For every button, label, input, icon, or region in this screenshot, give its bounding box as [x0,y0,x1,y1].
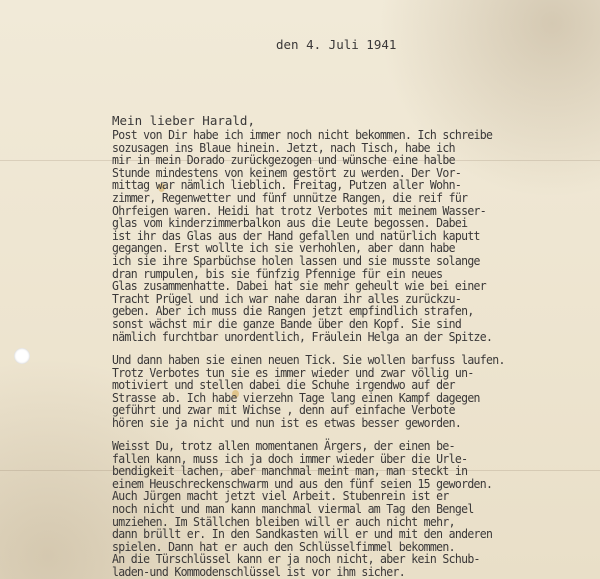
letter-date: den 4. Juli 1941 [276,37,397,52]
text-line: umziehen. Im Ställchen bleiben will er auch nicht mehr, [112,513,455,529]
text-line: mittag war nämlich lieblich. Freitag, Putzen aller Wohn- [112,177,462,193]
text-line: glas vom kinderzimmerbalkon aus die Leute begossen. Dabei [112,215,468,231]
text-line: motiviert und stellen dabei die Schuhe irgendwo auf der [112,377,455,393]
text-line: spielen. Dann hat er auch den Schlüsselfimmel bekommen. [112,538,455,554]
text-line: dann brüllt er. In den Sandkasten will er und mit den anderen [112,526,493,542]
text-line: bendigkeit lachen, aber manchmal meint man, man steckt in [112,463,468,479]
text-line: Strasse ab. Ich habe vierzehn Tage lang einen Kampf dagegen [112,389,480,405]
text-line: An die Türschlüssel kann er ja noch nicht, aber kein Schub- [112,551,480,567]
text-line: Ohrfeigen waren. Heidi hat trotz Verbotes mit meinem Wasser- [112,202,487,218]
letter-paragraph [112,354,539,430]
letter-paragraph [112,440,525,579]
letter-salutation: Mein lieber Harald, [112,113,255,128]
text-line: Post von Dir habe ich immer noch nicht bekommen. Ich schreibe [112,127,493,142]
text-line: Trotz Verbotes tun sie es immer wieder und zwar völlig un- [112,364,474,380]
text-line: noch nicht und man kann manchmal viermal am Tag den Bengel [112,500,474,516]
text-line: nämlich furchtbar unordentlich, Fräulein Helga an der Spitze. [112,328,493,344]
text-line: hören sie ja nicht und nun ist es etwas besser geworden. [112,414,462,430]
text-line: Auch Jürgen macht jetzt viel Arbeit. Stubenrein ist er [112,488,449,504]
text-line: geführt und zwar mit Wichse , denn auf einfache Verbote [112,402,455,418]
text-line: mir in mein Dorado zurückgezogen und wünsche eine halbe [112,152,455,168]
text-line: einem Heuschreckenschwarm und aus den fünf seien 15 geworden. [112,475,493,491]
text-line: ist ihr das Glas aus der Hand gefallen und natürlich kaputt [112,227,480,243]
text-line: sonst wächst mir die ganze Bande über den Kopf. Sie sind [112,315,462,331]
text-line: geben. Aber ich muss die Rangen jetzt empfindlich strafen, [112,303,474,319]
text-line: dran rumpulen, bis sie fünfzig Pfennige für ein neues [112,265,443,281]
text-line: sozusagen ins Blaue hinein. Jetzt, nach Tisch, habe ich [112,139,455,155]
letter-paragraph [112,129,525,343]
text-line: Tracht Prügel und ich war nahe daran ihr alles zurückzu- [112,290,462,306]
text-line: gegangen. Erst wollte ich sie verhohlen, aber dann habe [112,240,455,256]
text-line: ich sie ihre Sparbüchse holen lassen und sie musste solange [112,252,480,268]
punch-hole [14,348,30,364]
text-line: Weisst Du, trotz allen momentanen Ärgers, der einen be- [112,438,455,453]
text-line: laden-und Kommodenschlüssel ist vor ihm sicher. [112,563,405,579]
text-line: Glas zusammenhatte. Dabei hat sie mehr geheult wie bei einer [112,278,487,294]
text-line: zimmer, Regenwetter und fünf unnütze Rangen, die reif für [112,189,468,205]
text-line: Stunde mindestens von keinem gestört zu werden. Der Vor- [112,164,462,180]
text-line: Und dann haben sie einen neuen Tick. Sie wollen barfuss laufen. [112,352,505,367]
text-line: fallen kann, muss ich ja doch immer wieder über die Urle- [112,450,468,466]
